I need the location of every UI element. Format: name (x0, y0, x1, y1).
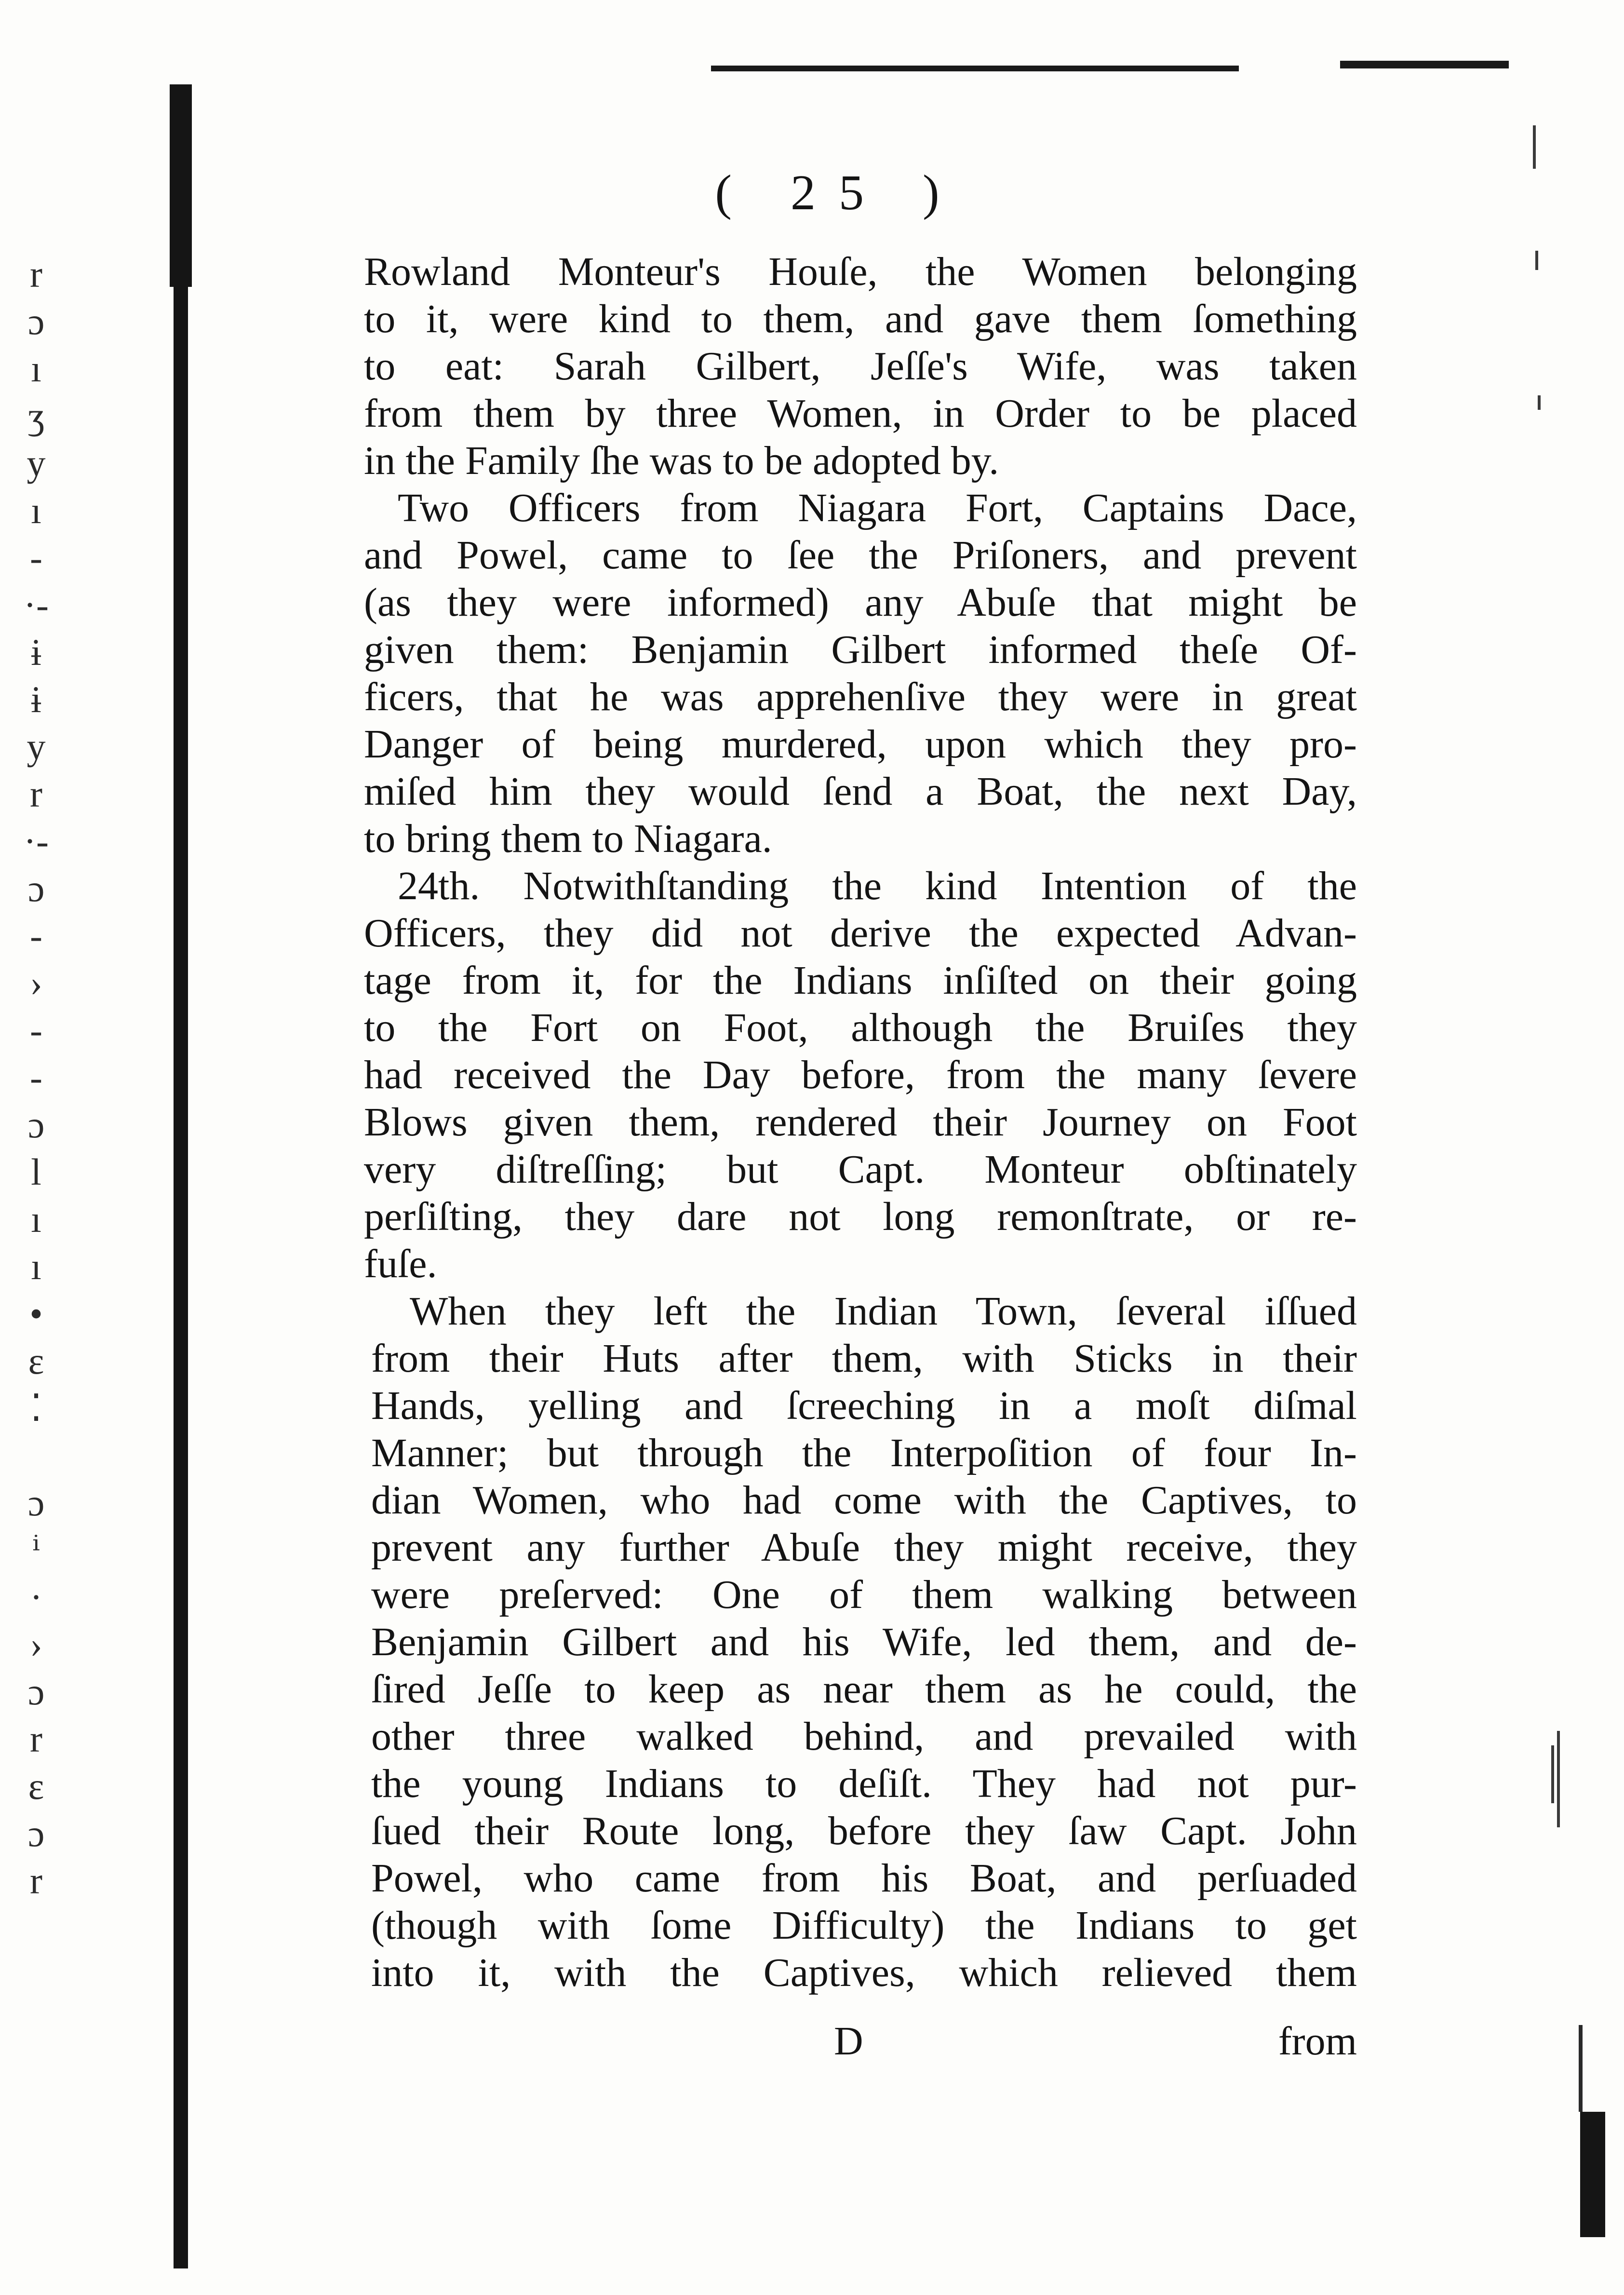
bleed-through-glyph: ı (31, 489, 41, 531)
text-line: other three walked behind, and prevailed with (371, 1714, 1357, 1759)
text-line: Hands, yelling and ſcreeching in a moſt diſmal (371, 1383, 1357, 1428)
bleed-through-glyph: ɔ (27, 1812, 45, 1854)
top-rule-right (1340, 61, 1509, 68)
bleed-through-glyph: ɔ (27, 1671, 45, 1713)
text-line: Danger of being murdered, upon which they pro- (364, 722, 1357, 767)
right-edge-shadow (1580, 2112, 1605, 2237)
bleed-through-glyph: › (30, 1623, 42, 1665)
text-line: very diſtreſſing; but Capt. Monteur obſtinately (364, 1147, 1357, 1192)
bleed-through-glyph: ·- (24, 584, 49, 626)
body-text (354, 248, 1357, 1997)
bleed-through-glyph: r (30, 1718, 42, 1760)
text-line: prevent any further Abuſe they might receive, they (371, 1525, 1357, 1570)
bleed-through-glyph: - (30, 1056, 42, 1098)
bleed-through-glyph: ɨ (31, 678, 41, 720)
text-line: Benjamin Gilbert and his Wife, led them, and de- (371, 1620, 1357, 1664)
text-line: miſed him they would ſend a Boat, the next Day, (364, 769, 1357, 814)
bleed-through-glyph: ɔ (27, 1482, 45, 1524)
text-line: dian Women, who had come with the Captives, to (371, 1478, 1357, 1523)
bleed-through-glyph: ı (31, 1245, 41, 1287)
text-line: Blows given them, rendered their Journey on Foot (364, 1100, 1357, 1145)
text-line: (though with ſome Difficulty) the Indians to get (371, 1903, 1357, 1948)
bleed-through-glyph: ·- (24, 820, 49, 862)
text-line: to the Fort on Foot, although the Bruiſes they (364, 1005, 1357, 1050)
signature-mark: D (834, 2019, 863, 2064)
text-line: perſiſting, they dare not long remonſtrate, or re- (364, 1194, 1357, 1239)
page-footer (354, 2018, 1357, 2071)
text-line: Officers, they did not derive the expected Advan- (364, 911, 1357, 956)
binding-shadow (174, 84, 188, 2268)
bleed-through-glyph: ı (31, 348, 41, 390)
text-line: fuſe. (364, 1242, 437, 1286)
bleed-through-glyph: r (30, 253, 42, 295)
bleed-through-glyph: ɔ (27, 1104, 45, 1146)
bleed-through-glyph: ɔ (27, 300, 45, 342)
bleed-through-glyph: y (27, 726, 46, 768)
text-line: the young Indians to deſiſt. They had not pur- (371, 1761, 1357, 1806)
bleed-through-glyph (14, 1432, 58, 1479)
bleed-through-glyph: ⁚ (30, 1387, 42, 1429)
text-line: from their Huts after them, with Sticks in their (371, 1336, 1357, 1381)
text-line: from them by three Women, in Order to be placed (364, 391, 1357, 436)
page-number: ( 25 ) (715, 165, 963, 220)
right-edge-line (1579, 2025, 1583, 2112)
bleed-through-glyph: ı (31, 1198, 41, 1240)
bleed-through-glyph: › (30, 962, 42, 1004)
bleed-through-glyph: - (30, 537, 42, 579)
text-line: and Powel, came to ſee the Priſoners, and prevent (364, 533, 1357, 578)
bleed-through-glyph: r (30, 1860, 42, 1902)
bleed-through-glyph: ɛ (28, 1765, 44, 1807)
bleed-through-column (14, 251, 58, 1904)
bleed-through-glyph: r (30, 773, 42, 815)
text-line: were preſerved: One of them walking between (371, 1572, 1357, 1617)
text-line: When they left the Indian Town, ſeveral iſſued (410, 1289, 1357, 1334)
text-line: tage from it, for the Indians inſiſted on their going (364, 958, 1357, 1003)
text-line: ficers, that he was apprehenſive they were in great (364, 675, 1357, 719)
text-line: (as they were informed) any Abuſe that might be (364, 580, 1357, 625)
bleed-through-glyph: l (31, 1151, 41, 1193)
text-line: Two Officers from Niagara Fort, Captains Dace, (398, 486, 1357, 530)
text-line: Manner; but through the Interpoſition of four In- (371, 1431, 1357, 1475)
top-rule-left (711, 66, 1239, 71)
text-line: into it, with the Captives, which relieved them (371, 1950, 1357, 1995)
bleed-through-glyph: - (30, 915, 42, 957)
text-line: 24th. Notwithſtanding the kind Intention of the (398, 864, 1357, 908)
bleed-through-glyph: ɨ (31, 631, 41, 673)
text-line: in the Family ſhe was to be adopted by. (364, 438, 999, 483)
bleed-through-glyph: • (29, 1293, 43, 1335)
text-line: ſired Jeſſe to keep as near them as he could, the (371, 1667, 1357, 1712)
text-line: Rowland Monteur's Houſe, the Women belonging (364, 249, 1357, 294)
text-line: ſued their Route long, before they ſaw Capt. John (371, 1809, 1357, 1853)
bleed-through-glyph: ʒ (27, 395, 45, 437)
text-line: had received the Day before, from the many ſevere (364, 1053, 1357, 1097)
text-line: given them: Benjamin Gilbert informed theſe Of- (364, 627, 1357, 672)
bleed-through-glyph: · (30, 1576, 42, 1618)
bleed-through-glyph: ⁱ (32, 1529, 40, 1571)
bleed-through-glyph: y (27, 442, 46, 484)
text-line: Powel, who came from his Boat, and perſuaded (371, 1856, 1357, 1901)
bleed-through-glyph: ɔ (27, 867, 45, 909)
text-line: to it, were kind to them, and gave them ſomething (364, 297, 1357, 341)
bleed-through-glyph: ɛ (28, 1340, 44, 1382)
bleed-through-glyph: - (30, 1009, 42, 1051)
text-line: to eat: Sarah Gilbert, Jeſſe's Wife, was taken (364, 344, 1357, 389)
text-line: to bring them to Niagara. (364, 816, 772, 861)
catchword: from (1278, 2019, 1357, 2064)
